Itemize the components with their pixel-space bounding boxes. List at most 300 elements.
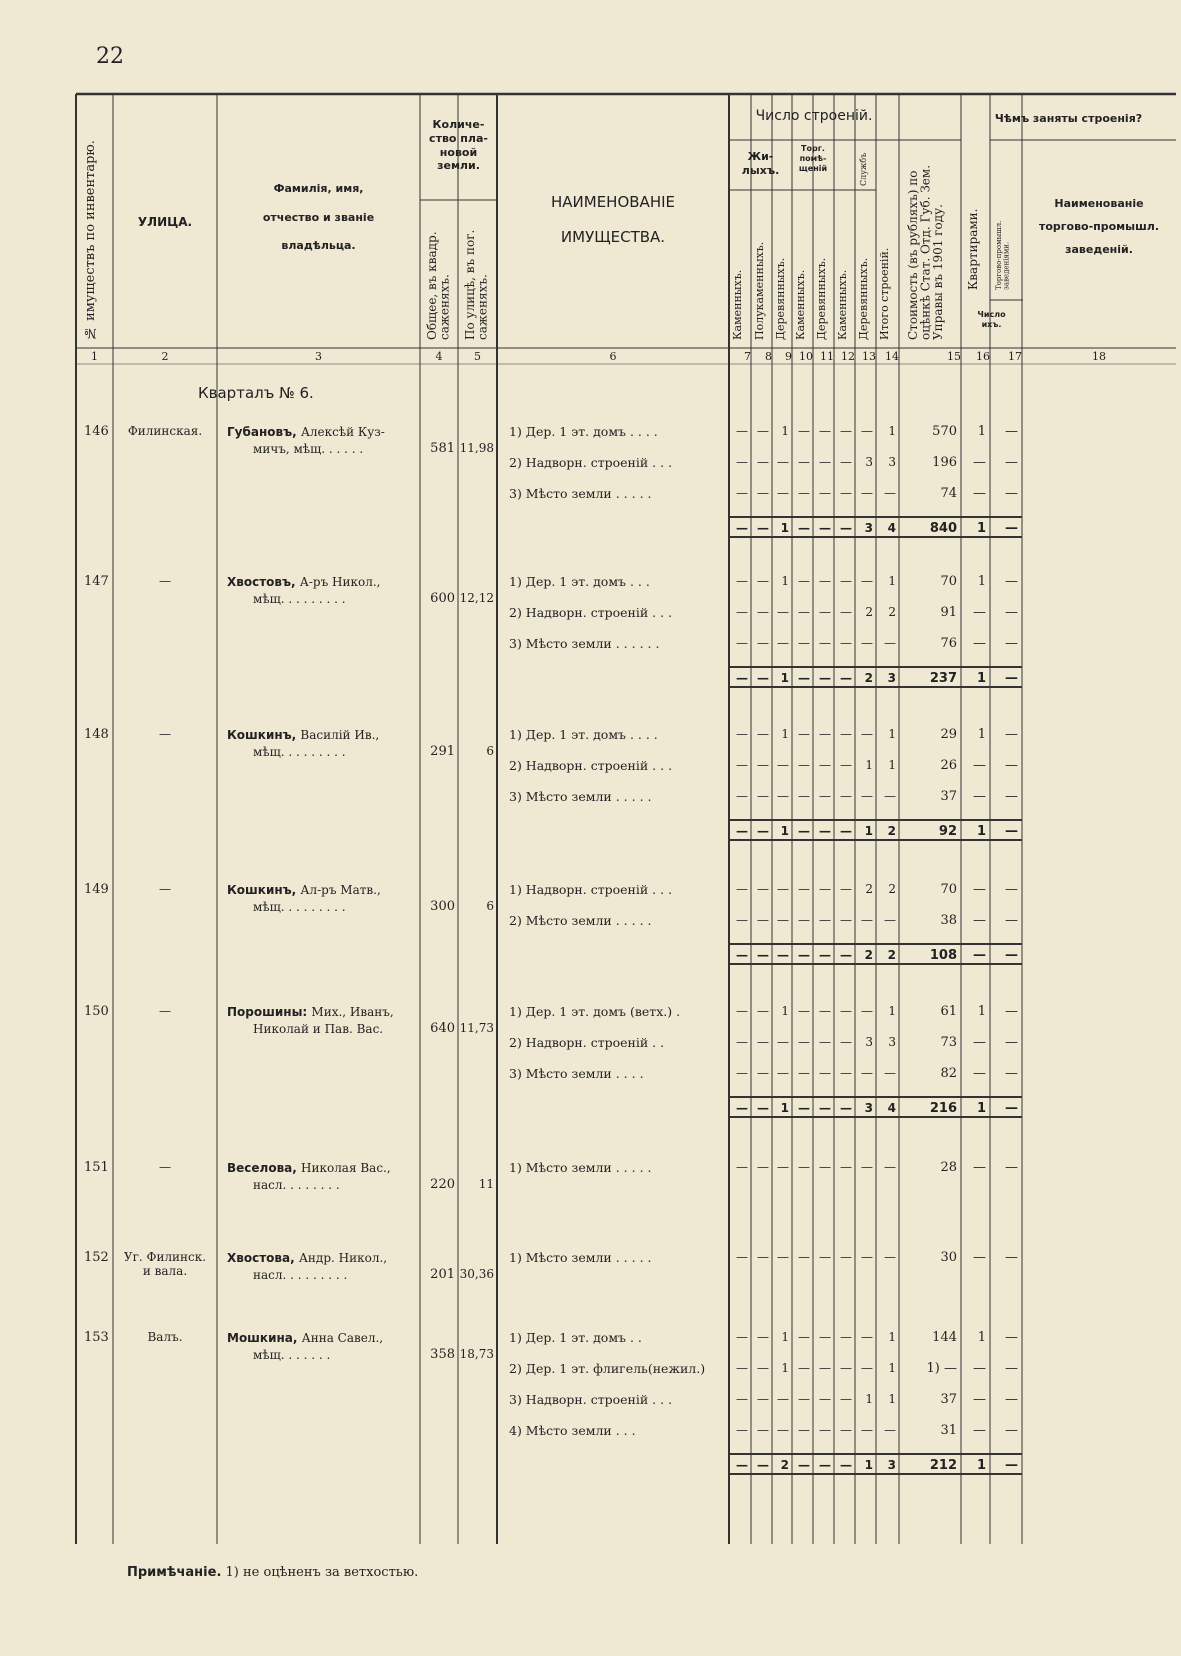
- header-residential: Жи- лыхъ.: [741, 150, 780, 177]
- building-count: —: [757, 1392, 769, 1406]
- quarters-count: 1: [977, 574, 986, 589]
- building-count: —: [861, 913, 873, 927]
- total-building-count: 1: [780, 671, 789, 685]
- record-owner: Кошкинъ, Василій Ив., мѣщ. . . . . . . . .: [227, 728, 380, 759]
- building-count: —: [840, 758, 852, 772]
- trade-count: —: [1005, 1160, 1018, 1175]
- trade-count: —: [1005, 1423, 1018, 1438]
- column-number: 16: [976, 350, 990, 363]
- quarters-count: —: [973, 913, 986, 928]
- total-building-count: 2: [887, 824, 896, 838]
- column-number: 15: [947, 350, 961, 363]
- property-cost: 196: [932, 455, 957, 470]
- header-use-group: Чѣмъ заняты строенія?: [994, 112, 1143, 125]
- building-count: —: [819, 1160, 831, 1174]
- building-count: —: [840, 727, 852, 741]
- header-inventory-no: № имуществъ по инвентарю.: [83, 140, 98, 340]
- record-owner: Хвостова, Андр. Никол., насл. . . . . . . . .: [227, 1251, 388, 1282]
- trade-count: —: [1005, 486, 1018, 501]
- building-count: —: [736, 758, 748, 772]
- record-number: 148: [84, 727, 109, 742]
- record-owner: Порошины: Мих., Иванъ, Николай и Пав. Вас.: [227, 1005, 394, 1036]
- property-cost: 31: [940, 1423, 957, 1438]
- building-count: —: [777, 1250, 789, 1264]
- total-building-count: 3: [864, 521, 873, 535]
- total-building-count: —: [819, 671, 831, 685]
- property-cost: 38: [940, 913, 957, 928]
- building-count: —: [757, 605, 769, 619]
- quarters-count: 1: [977, 1330, 986, 1345]
- building-count: —: [861, 727, 873, 741]
- owner-surname: Порошины:: [227, 1005, 312, 1019]
- building-count: —: [798, 605, 810, 619]
- building-count: —: [798, 636, 810, 650]
- record-number: 146: [84, 424, 109, 439]
- building-count: —: [884, 1066, 896, 1080]
- property-cost: 144: [932, 1330, 957, 1345]
- total-building-count: —: [840, 824, 852, 838]
- property-cost: 37: [940, 789, 957, 804]
- building-count: —: [798, 758, 810, 772]
- building-count: —: [777, 1066, 789, 1080]
- property-item: 4) Мѣсто земли . . .: [509, 1423, 636, 1438]
- header-trade: Торг. помѣ- щеній: [798, 144, 828, 173]
- building-count: 1: [888, 1392, 896, 1406]
- building-count: —: [777, 636, 789, 650]
- record-street: Филинская.: [127, 424, 203, 438]
- total-building-count: —: [819, 1101, 831, 1115]
- building-count: —: [736, 913, 748, 927]
- trade-count: —: [1005, 1066, 1018, 1081]
- building-count: —: [777, 1160, 789, 1174]
- owner-surname: Хвостова,: [227, 1251, 299, 1265]
- column-number: 9: [785, 350, 792, 363]
- building-count: —: [819, 574, 831, 588]
- record-frontage: 11: [478, 1177, 494, 1191]
- property-item: 2) Дер. 1 эт. флигель(нежил.): [509, 1361, 706, 1376]
- header-c7: Каменныхъ.: [731, 269, 744, 340]
- building-count: —: [736, 1330, 748, 1344]
- record-frontage: 30,36: [459, 1267, 494, 1281]
- building-count: —: [819, 1361, 831, 1375]
- total-trade: —: [1005, 824, 1018, 839]
- building-count: —: [819, 605, 831, 619]
- building-count: —: [884, 789, 896, 803]
- building-count: —: [819, 1066, 831, 1080]
- record-street: Валъ.: [147, 1330, 183, 1344]
- building-count: 1: [865, 1392, 873, 1406]
- building-count: —: [840, 1160, 852, 1174]
- building-count: —: [861, 1250, 873, 1264]
- building-count: —: [736, 1066, 748, 1080]
- record-owner: Хвостовъ, А-ръ Никол., мѣщ. . . . . . . . .: [227, 575, 381, 606]
- total-building-count: —: [819, 1458, 831, 1472]
- building-count: —: [819, 1330, 831, 1344]
- building-count: —: [736, 605, 748, 619]
- property-item: 2) Надворн. строеній . .: [509, 1035, 665, 1050]
- total-building-count: 1: [780, 1101, 789, 1115]
- building-count: —: [840, 1066, 852, 1080]
- record-number: 147: [84, 574, 109, 589]
- header-trade-estab: Торгово-промышл. заведеніями.: [995, 220, 1011, 290]
- total-quarters: —: [973, 948, 986, 963]
- record-number: 150: [84, 1004, 109, 1019]
- total-building-count: —: [798, 948, 810, 962]
- building-count: —: [798, 1361, 810, 1375]
- building-count: —: [777, 1035, 789, 1049]
- total-cost: 92: [938, 824, 957, 839]
- trade-count: —: [1005, 424, 1018, 439]
- property-cost: 30: [940, 1250, 957, 1265]
- total-building-count: —: [840, 948, 852, 962]
- total-building-count: 1: [864, 1458, 873, 1472]
- building-count: 1: [888, 424, 896, 438]
- quarters-count: —: [973, 1361, 986, 1376]
- owner-surname: Мошкина,: [227, 1331, 302, 1345]
- building-count: —: [819, 913, 831, 927]
- column-number: 13: [862, 350, 876, 363]
- record-number: 151: [84, 1160, 109, 1175]
- property-item: 1) Дер. 1 эт. домъ . . .: [509, 574, 650, 589]
- building-count: —: [861, 574, 873, 588]
- record-area: 581: [430, 441, 455, 456]
- property-item: 1) Мѣсто земли . . . . .: [509, 1250, 652, 1265]
- building-count: —: [840, 574, 852, 588]
- building-count: 2: [865, 882, 873, 896]
- building-count: 3: [865, 1035, 873, 1049]
- property-item: 3) Мѣсто земли . . . .: [509, 1066, 644, 1081]
- footnote-label: Примѣчаніе.: [127, 1565, 222, 1580]
- property-item: 2) Надворн. строеній . . .: [509, 758, 673, 773]
- building-count: —: [757, 1250, 769, 1264]
- quarters-count: —: [973, 605, 986, 620]
- quarters-count: —: [973, 789, 986, 804]
- column-number: 10: [799, 350, 813, 363]
- quarters-count: —: [973, 1423, 986, 1438]
- building-count: —: [798, 1035, 810, 1049]
- total-building-count: —: [840, 1458, 852, 1472]
- building-count: —: [757, 727, 769, 741]
- trade-count: —: [1005, 758, 1018, 773]
- total-building-count: —: [840, 1101, 852, 1115]
- total-building-count: 3: [864, 1101, 873, 1115]
- trade-count: —: [1005, 636, 1018, 651]
- building-count: —: [840, 1361, 852, 1375]
- property-item: 3) Мѣсто земли . . . . . .: [509, 636, 660, 651]
- total-building-count: —: [819, 948, 831, 962]
- building-count: —: [777, 486, 789, 500]
- total-building-count: —: [736, 521, 748, 535]
- header-c8: Полукаменныхъ.: [753, 241, 766, 340]
- record-number: 152: [84, 1250, 109, 1265]
- total-cost: 212: [929, 1458, 957, 1473]
- record-area: 201: [430, 1267, 455, 1282]
- building-count: 1: [888, 1004, 896, 1018]
- trade-count: —: [1005, 882, 1018, 897]
- building-count: 1: [781, 727, 789, 741]
- total-quarters: 1: [976, 824, 986, 839]
- record-area: 300: [430, 899, 455, 914]
- building-count: —: [777, 789, 789, 803]
- trade-count: —: [1005, 1392, 1018, 1407]
- building-count: —: [736, 1160, 748, 1174]
- column-number: 7: [744, 350, 751, 363]
- building-count: —: [736, 1392, 748, 1406]
- building-count: —: [798, 1004, 810, 1018]
- property-cost: 37: [940, 1392, 957, 1407]
- record-frontage: 11,98: [459, 441, 494, 455]
- footnote: [127, 1565, 418, 1580]
- property-item: 3) Надворн. строеній . . .: [509, 1392, 673, 1407]
- record-area: 640: [430, 1021, 455, 1036]
- total-building-count: 3: [887, 671, 896, 685]
- total-building-count: —: [757, 521, 769, 535]
- total-building-count: —: [736, 671, 748, 685]
- record-owner: Кошкинъ, Ал-ръ Матв., мѣщ. . . . . . . . .: [227, 883, 381, 914]
- total-building-count: 4: [887, 1101, 896, 1115]
- trade-count: —: [1005, 727, 1018, 742]
- record-frontage: 6: [486, 744, 494, 758]
- building-count: —: [884, 486, 896, 500]
- property-item: 3) Мѣсто земли . . . . .: [509, 486, 652, 501]
- building-count: —: [798, 1423, 810, 1437]
- page-number: 22: [96, 44, 124, 69]
- total-trade: —: [1005, 1458, 1018, 1473]
- header-c13: Деревянныхъ.: [857, 257, 870, 340]
- total-building-count: —: [736, 824, 748, 838]
- building-count: —: [861, 1160, 873, 1174]
- header-service: Службъ: [859, 152, 868, 186]
- total-building-count: 3: [887, 1458, 896, 1472]
- property-cost: 76: [940, 636, 957, 651]
- building-count: —: [757, 1160, 769, 1174]
- building-count: —: [861, 1066, 873, 1080]
- total-building-count: —: [757, 824, 769, 838]
- total-cost: 840: [929, 521, 957, 536]
- building-count: —: [884, 913, 896, 927]
- owner-surname: Хвостовъ,: [227, 575, 300, 589]
- building-count: —: [884, 1250, 896, 1264]
- trade-count: —: [1005, 1330, 1018, 1345]
- building-count: —: [840, 1392, 852, 1406]
- total-quarters: 1: [976, 671, 986, 686]
- building-count: —: [777, 1423, 789, 1437]
- trade-count: —: [1005, 789, 1018, 804]
- building-count: —: [757, 1423, 769, 1437]
- record-street: —: [159, 1004, 171, 1018]
- building-count: 1: [888, 1330, 896, 1344]
- building-count: 3: [888, 1035, 896, 1049]
- total-building-count: —: [798, 1458, 810, 1472]
- owner-surname: Веселова,: [227, 1161, 301, 1175]
- trade-count: —: [1005, 605, 1018, 620]
- column-number: 11: [820, 350, 834, 363]
- building-count: —: [777, 882, 789, 896]
- column-number: 14: [885, 350, 899, 363]
- building-count: —: [798, 1160, 810, 1174]
- total-cost: 237: [929, 671, 957, 686]
- building-count: 1: [781, 574, 789, 588]
- record-owner: Губановъ, Алексѣй Куз- мичъ, мѣщ. . . . . .: [227, 425, 385, 456]
- trade-count: —: [1005, 1004, 1018, 1019]
- record-street: —: [159, 727, 171, 741]
- building-count: —: [777, 605, 789, 619]
- building-count: —: [798, 1066, 810, 1080]
- building-count: —: [757, 758, 769, 772]
- property-cost: 61: [940, 1004, 957, 1019]
- header-area: Общее, въ квадр. саженяхъ.: [425, 231, 452, 340]
- property-cost: 70: [940, 574, 957, 589]
- property-item: 1) Дер. 1 эт. домъ . . . .: [509, 727, 658, 742]
- header-owner: Фамилія, имя, отчество и званіе владѣльца.: [262, 182, 375, 253]
- building-count: —: [736, 727, 748, 741]
- building-count: 1: [781, 1330, 789, 1344]
- building-count: —: [861, 486, 873, 500]
- total-building-count: —: [757, 948, 769, 962]
- total-building-count: —: [798, 824, 810, 838]
- building-count: —: [840, 636, 852, 650]
- building-count: 1: [888, 1361, 896, 1375]
- header-buildings-group: Число строеній.: [755, 108, 873, 124]
- header-count: Число ихъ.: [977, 310, 1006, 329]
- building-count: —: [840, 1035, 852, 1049]
- column-number: 4: [435, 350, 443, 363]
- total-building-count: —: [736, 1101, 748, 1115]
- building-count: —: [840, 882, 852, 896]
- building-count: —: [757, 913, 769, 927]
- record-area: 220: [430, 1177, 455, 1192]
- building-count: —: [736, 1423, 748, 1437]
- property-item: 1) Дер. 1 эт. домъ (ветх.) .: [509, 1004, 681, 1019]
- building-count: —: [840, 789, 852, 803]
- building-count: —: [861, 424, 873, 438]
- column-number: 5: [474, 350, 481, 363]
- record-street: Уг. Филинск. и вала.: [123, 1250, 207, 1278]
- building-count: —: [798, 1392, 810, 1406]
- trade-count: —: [1005, 1361, 1018, 1376]
- total-trade: —: [1005, 671, 1018, 686]
- total-building-count: 2: [887, 948, 896, 962]
- building-count: —: [777, 758, 789, 772]
- owner-surname: Кошкинъ,: [227, 728, 301, 742]
- building-count: —: [736, 1004, 748, 1018]
- building-count: —: [884, 1423, 896, 1437]
- building-count: —: [840, 1250, 852, 1264]
- footnote-text: 1) не оцѣненъ за ветхостью.: [225, 1565, 419, 1580]
- record-area: 291: [430, 744, 455, 759]
- building-count: —: [819, 1004, 831, 1018]
- record-number: 153: [84, 1330, 109, 1345]
- building-count: —: [861, 1004, 873, 1018]
- total-quarters: 1: [976, 1458, 986, 1473]
- building-count: 1: [888, 574, 896, 588]
- building-count: —: [798, 1330, 810, 1344]
- building-count: —: [757, 882, 769, 896]
- building-count: —: [798, 913, 810, 927]
- trade-count: —: [1005, 574, 1018, 589]
- record-owner: Веселова, Николая Вас., насл. . . . . . . .: [227, 1161, 391, 1192]
- building-count: —: [736, 636, 748, 650]
- column-number: 1: [91, 350, 98, 363]
- building-count: 1: [865, 758, 873, 772]
- trade-count: —: [1005, 455, 1018, 470]
- header-street: УЛИЦА.: [137, 215, 193, 229]
- building-count: —: [798, 1250, 810, 1264]
- building-count: 1: [781, 424, 789, 438]
- total-building-count: —: [777, 948, 789, 962]
- header-property: НАИМЕНОВАНІЕ ИМУЩЕСТВА.: [551, 193, 675, 246]
- quarters-count: —: [973, 1035, 986, 1050]
- property-cost: 70: [940, 882, 957, 897]
- total-building-count: —: [736, 1458, 748, 1472]
- total-building-count: 4: [887, 521, 896, 535]
- property-cost: 570: [932, 424, 957, 439]
- total-building-count: 2: [864, 948, 873, 962]
- total-building-count: 2: [864, 671, 873, 685]
- building-count: —: [757, 574, 769, 588]
- column-number: 3: [315, 350, 322, 363]
- property-item: 1) Дер. 1 эт. домъ . . . .: [509, 424, 658, 439]
- quarters-count: —: [973, 1392, 986, 1407]
- total-trade: —: [1005, 521, 1018, 536]
- building-count: —: [757, 1066, 769, 1080]
- record-street: —: [159, 882, 171, 896]
- building-count: —: [819, 882, 831, 896]
- column-number: 8: [765, 350, 772, 363]
- quarters-count: —: [973, 882, 986, 897]
- quarters-count: —: [973, 1250, 986, 1265]
- quarters-count: —: [973, 636, 986, 651]
- building-count: —: [840, 424, 852, 438]
- total-building-count: —: [819, 824, 831, 838]
- total-building-count: —: [757, 1101, 769, 1115]
- building-count: —: [798, 486, 810, 500]
- record-frontage: 6: [486, 899, 494, 913]
- property-item: 1) Надворн. строеній . . .: [509, 882, 673, 897]
- record-area: 358: [430, 1347, 455, 1362]
- section-title: Кварталъ № 6.: [198, 384, 314, 402]
- building-count: —: [798, 882, 810, 896]
- total-building-count: 1: [780, 824, 789, 838]
- column-number: 6: [609, 350, 617, 363]
- building-count: 1: [781, 1004, 789, 1018]
- property-cost: 91: [940, 605, 957, 620]
- building-count: —: [840, 1330, 852, 1344]
- total-building-count: —: [840, 671, 852, 685]
- total-building-count: —: [798, 521, 810, 535]
- header-c9: Деревянныхъ.: [774, 257, 787, 340]
- building-count: —: [861, 1423, 873, 1437]
- property-item: 1) Дер. 1 эт. домъ . .: [509, 1330, 642, 1345]
- column-number: 18: [1092, 350, 1106, 363]
- building-count: 3: [888, 455, 896, 469]
- building-count: —: [819, 758, 831, 772]
- header-c12: Каменныхъ.: [836, 269, 849, 340]
- record-frontage: 11,73: [459, 1021, 494, 1035]
- building-count: —: [736, 424, 748, 438]
- building-count: —: [819, 455, 831, 469]
- quarters-count: —: [973, 758, 986, 773]
- total-building-count: —: [798, 671, 810, 685]
- total-trade: —: [1005, 948, 1018, 963]
- total-cost: 108: [929, 948, 957, 963]
- building-count: —: [819, 727, 831, 741]
- trade-count: —: [1005, 1250, 1018, 1265]
- building-count: —: [861, 1361, 873, 1375]
- building-count: —: [840, 1423, 852, 1437]
- building-count: —: [819, 1035, 831, 1049]
- header-cost: Стоимость (въ рубляхъ) по оцѣнкѣ Стат. Отд. Губ. Зем. Управы въ 1901 году.: [906, 164, 946, 340]
